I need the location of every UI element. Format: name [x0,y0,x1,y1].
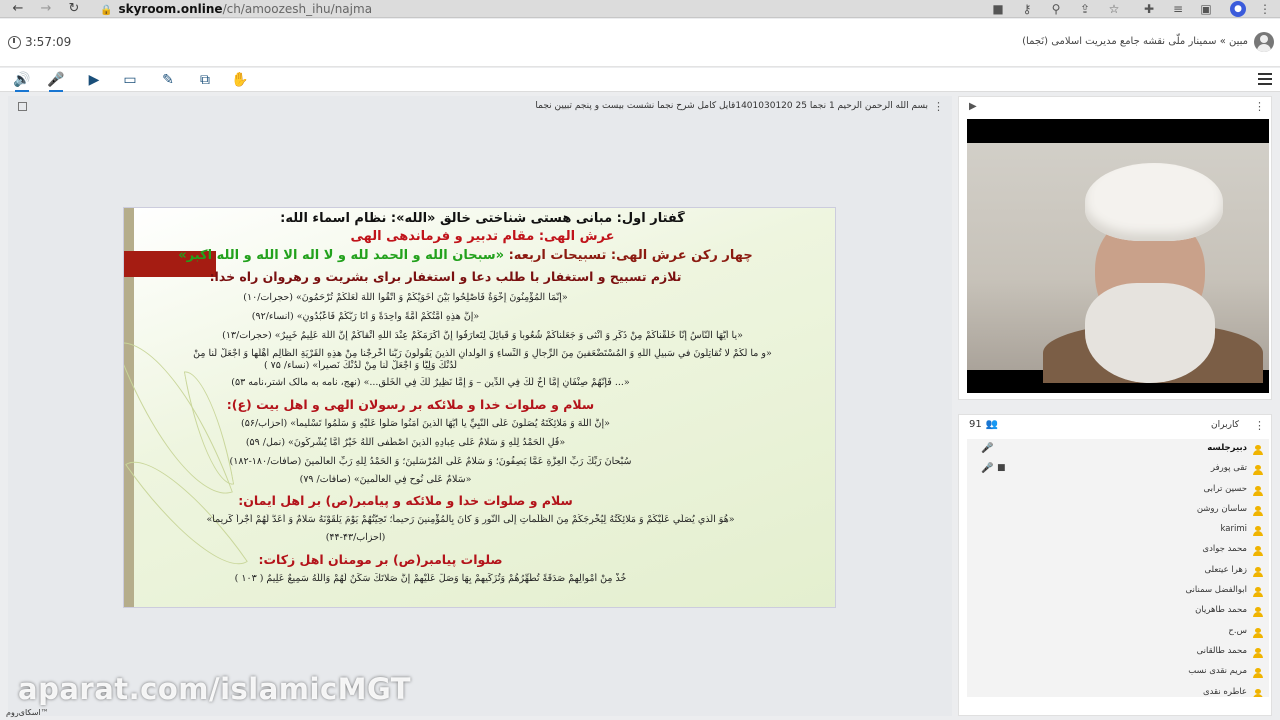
user-list-item[interactable] [967,439,1269,459]
slide-heading: گفتار اول: مبانی هستی شناختی خالق «الله»: نظام اسماء الله: [280,211,685,226]
more-options-icon[interactable]: ⋮ [933,100,944,113]
slide-verse: سُبْحانَ رَبِّكَ رَبِّ الْعِزَّةِ عَمَّا يَصِفُونَ؛ وَ سَلامٌ عَلَى الْمُرْسَلينَ؛ وَ الْحَمْدُ لِلَّهِ رَبِّ الْعالَمينَ (صافات/۱۸۰-۱۸۲) [229,456,632,467]
user-list-item[interactable] [967,642,1269,662]
slide-verse: «سَلامٌ عَلى نُوحٍ فِي الْعالَمينَ» (صافات/ ۷۹) [299,474,472,485]
forward-icon[interactable]: → [40,1,52,16]
camera-panel [958,96,1272,400]
slide-section-title: تلازم تسبیح و استغفار با طلب دعا و استغفار برای بشریت و رهروان راه خدا: [209,269,682,284]
speaker-video-frame [967,143,1269,370]
slide-text: چهار رکن عرش الهی: تسبیحات اربعه: [508,248,753,263]
user-icon [1253,587,1263,597]
screen-share-icon[interactable]: ▭ [123,72,137,88]
reload-icon[interactable]: ↻ [68,1,80,16]
fullscreen-icon[interactable] [18,102,27,111]
user-icon [1253,546,1263,556]
slide-subheading [136,248,795,263]
user-avatar-icon[interactable] [1254,32,1274,52]
sidebar-icon[interactable]: ▣ [1200,2,1212,16]
star-icon[interactable]: ☆ [1108,2,1120,16]
user-list-item[interactable] [967,480,1269,500]
slide-section-title: سلام و صلوات خدا و ملائکه و پیامبر(ص) بر اهل ایمان: [238,493,573,508]
lock-icon: 🔒 [100,5,113,16]
slide-verse: «إِنَّ اللَّهَ وَ مَلائِكَتَهُ يُصَلُّونَ عَلَى النَّبِيِّ يا أَيُّهَا الَّذينَ آمَنُوا صَلُّوا عَلَيْهِ وَ سَلِّمُوا تَسْليماً» (احزاب/۵۶) [241,418,610,429]
slide-verse: «إِنَّ هذِهِ أُمَّتُكُمْ أُمَّةً واحِدَةً وَ أَنَا رَبُّكُمْ فَاعْبُدُونِ» (انساء/۹۲) [251,311,480,322]
video-icon: ▶ [969,101,977,112]
user-icon [1253,668,1263,678]
user-icon [1253,689,1263,697]
user-icon [1253,465,1263,475]
speaker-icon[interactable]: 🔊 [13,72,31,88]
user-list-item[interactable] [967,520,1269,540]
user-list-item[interactable] [967,540,1269,560]
session-timer [8,35,71,49]
back-icon[interactable]: ← [12,1,24,16]
user-name: حسین ترابی [1203,483,1247,494]
user-name: karimi [1220,524,1247,535]
user-list-item[interactable] [967,500,1269,520]
users-panel-title: کاربران [1211,420,1239,430]
mic-icon: 🎤 [981,443,994,454]
video-figure-turban [1085,163,1223,241]
slide-subheading: عرش الهی: مقام تدبیر و فرماندهی الهی [350,229,615,244]
room-title: مبین » سمینار ملّی نقشه جامع مدیریت اسلامی (نَجما) [1022,36,1248,47]
user-list-item[interactable] [967,662,1269,682]
user-name: دبیرجلسه [1207,443,1247,453]
mic-icon: 🎤 [981,463,994,475]
user-list-item[interactable] [967,459,1269,479]
pen-icon[interactable]: ✎ [162,72,174,88]
address-bar[interactable] [100,1,970,17]
speaker-video[interactable] [967,119,1269,393]
user-name: مریم نقدی نسب [1188,666,1247,677]
slide-verse: «قُلِ الْحَمْدُ لِلَّهِ وَ سَلامٌ عَلى عِبادِهِ الَّذينَ اصْطَفى آللَّهُ خَيْرٌ أَمَّا يُشْرِكُونَ» (نمل/ ۵۹) [245,437,566,448]
menu-icon[interactable] [1258,73,1272,85]
presentation-title: بسم الله الرحمن الرحیم 1 نجما 25 1401030120قایل کامل شرح نجما نشست بیست و پنجم تبیین نجما [535,101,928,111]
user-count [969,419,998,430]
camera-icon[interactable]: ■ [992,2,1004,16]
user-count-text: 91 [969,419,982,430]
user-name: عاطره نقدی [1202,686,1247,697]
user-icon [1253,567,1263,577]
users-list [967,439,1269,697]
video-watermark: aparat.com/islamicMGT [18,672,412,706]
slide-verse: «يا أَيُّهَا النَّاسُ إِنَّا خَلَقْناكُمْ مِنْ ذَكَرٍ وَ أُنْثى وَ جَعَلْناكُمْ شُعُوباً وَ قَبائِلَ لِتَعارَفُوا إِنَّ أَكْرَمَكُمْ عِنْدَ اللَّهِ أَتْقاكُمْ إِنَّ اللَّهَ عَلِيمٌ خَبِيرٌ» (حجرات/۱۳) [222,330,743,341]
camera-icon[interactable]: ▶ [88,72,100,88]
more-options-icon[interactable]: ⋮ [1254,419,1265,432]
slide-verse: خُذْ مِنْ أَمْوالِهِمْ صَدَقَةً تُطَهِّرُهُمْ وَتُزَكِّيهِمْ بِهَا وَصَلِّ عَلَيْهِمْ إِنَّ صَلاتَكَ سَكَنٌ لَهُمْ وَاللَّهُ سَمِيعٌ عَلِيمٌ ( ۱۰۳ ) [234,573,627,584]
slide-verse: «إِنَّمَا الْمُؤْمِنُونَ إِخْوَةٌ فَأَصْلِحُوا بَيْنَ أَخَوَيْكُمْ وَ اتَّقُوا اللَّهَ لَعَلَّكُمْ تُرْحَمُونَ» (حجرات/۱۰) [243,292,568,303]
slide-verse: «... فَإِنَّهُمْ صِنْفَانِ إِمَّا أَخٌ لَكَ فِي الدِّينِ – وَ إِمَّا نَظِيرٌ لَكَ فِي الْخَلْقِ...» (نهج، نامه به مالک اشتر،نامه ۵۳) [231,377,630,388]
user-name: ابوالفضل سمنانی [1185,585,1247,596]
user-name: تقی پورفر [1210,463,1247,474]
mic-icon[interactable]: 🎤 [47,72,65,88]
user-list-item[interactable] [967,561,1269,581]
presentation-stage [8,96,952,716]
video-figure-beard [1085,283,1215,383]
zoom-icon[interactable]: ⚲ [1051,2,1061,16]
user-name: محمد جوادی [1202,544,1247,555]
video-icon: ■ [997,463,1006,474]
menu-icon[interactable]: ⋮ [1259,2,1271,16]
user-name: محمد طاهریان [1195,605,1247,616]
slide-section-title: سلام و صلوات خدا و ملائکه بر رسولان الهی و اهل بیت (ع): [226,397,595,412]
user-icon [1253,526,1263,536]
user-name: س.ح [1228,625,1247,636]
camera-panel-header [959,97,1271,117]
users-icon: 👥 [985,419,999,430]
profile-icon[interactable]: ● [1230,1,1246,17]
app-toolbar [0,68,1280,92]
users-panel-header [959,415,1271,437]
hand-icon[interactable]: ✋ [231,72,249,88]
users-panel [958,414,1272,716]
user-icon [1253,486,1263,496]
url-host: skyroom.online [118,2,223,16]
user-list-item[interactable] [967,622,1269,642]
app-header [0,19,1280,67]
brand-label: اسکای‌روم™ [6,708,49,717]
share-icon[interactable]: ⇪ [1079,2,1091,16]
user-icon [1253,506,1263,516]
user-list-item[interactable] [967,601,1269,621]
timer-text: 3:57:09 [25,35,72,49]
slide-verse: «هُوَ الَّذي يُصَلِّي عَلَيْكُمْ وَ مَلائِكَتُهُ لِيُخْرِجَكُمْ مِنَ الظُّلُماتِ إِلَى النُّورِ وَ كانَ بِالْمُؤْمِنينَ رَحيماً؛ تَحِيَّتُهُمْ يَوْمَ يَلْقَوْنَهُ سَلامٌ وَ أَعَدَّ لَهُمْ أَجْراً كَريماً» [206,514,735,525]
user-icon [1253,648,1263,658]
key-icon[interactable]: ⚷ [1022,2,1032,16]
user-icon [1253,607,1263,617]
browser-toolbar [0,0,1280,18]
reading-list-icon[interactable]: ≡ [1172,2,1184,16]
more-options-icon[interactable]: ⋮ [1254,100,1265,113]
user-name: محمد طالقانی [1196,645,1247,656]
extension-icon[interactable]: ✚ [1143,2,1155,16]
url-path: /ch/amoozesh_ihu/najma [222,2,373,16]
slide-text: «سبحان الله و الحمد لله و لا اله الا الله و الله اکبر» [178,248,505,263]
slide-verse: «و ما لَكُمْ لا تُقاتِلُونَ في سَبيلِ اللَّهِ وَ الْمُسْتَضْعَفينَ مِنَ الرِّجالِ وَ النِّساءِ وَ الْوِلْدانِ الَّذينَ يَقُولُونَ رَبَّنا أَخْرِجْنا مِنْ هذِهِ الْقَرْيَةِ الظَّالِمِ أَهْلُها وَ اجْعَلْ لَنا مِنْ [193,348,772,359]
slide-section-title: صلوات پیامبر(ص) بر مومنان اهل زکات: [258,552,503,567]
slide-verse: لَدُنْكَ وَلِيًّا وَ اجْعَلْ لَنا مِنْ لَدُنْكَ نَصيراً» (نساء/ ۷۵ ) [263,360,458,371]
slide-verse: (احزاب/۴۳-۴۴) [325,532,386,543]
user-list-item[interactable] [967,683,1269,697]
whiteboard-icon[interactable]: ⧉ [200,72,210,88]
user-name: زهرا عیتعلی [1204,564,1247,575]
user-list-item[interactable] [967,581,1269,601]
user-icon [1253,445,1263,455]
presentation-slide [123,207,836,608]
clock-icon [8,36,21,49]
user-icon [1253,628,1263,638]
user-name: ساسان روشن [1196,503,1247,514]
